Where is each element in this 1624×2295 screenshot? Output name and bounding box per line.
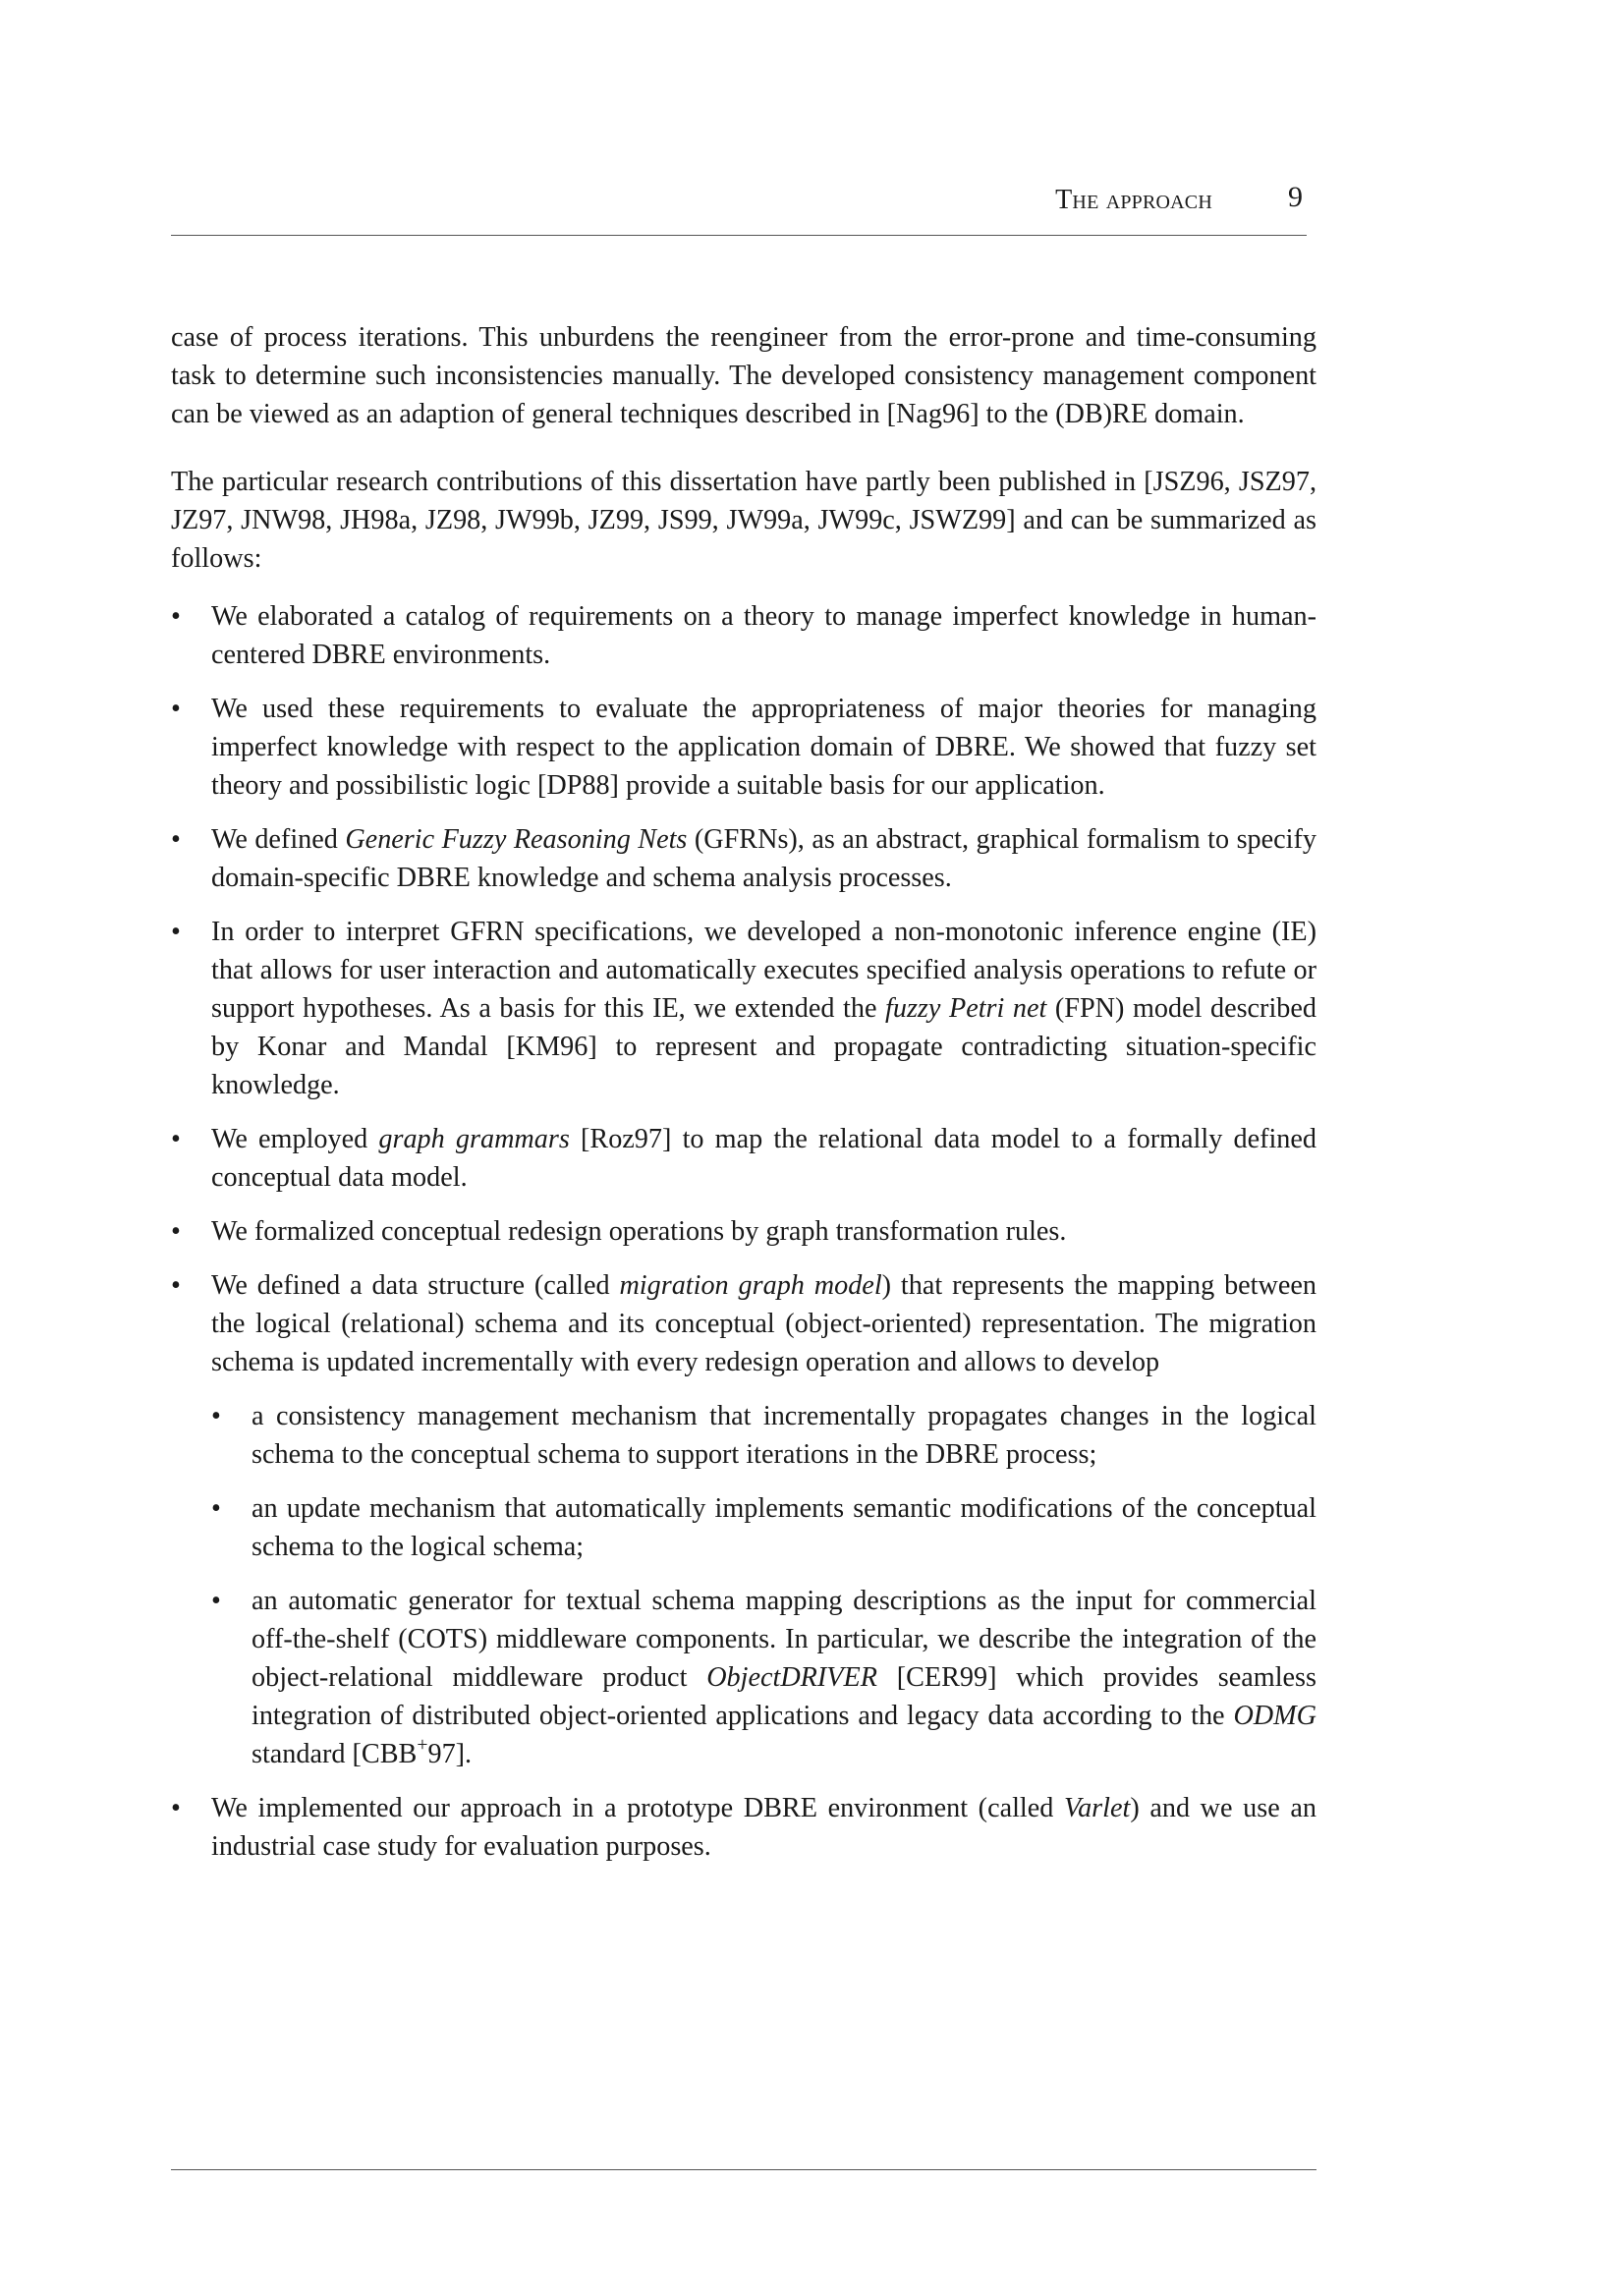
list-item-text: We elaborated a catalog of requirements on a theory to manage imperfect knowledge in human-centered DBRE environments. bbox=[211, 601, 1316, 670]
citation-end: 97]. bbox=[427, 1739, 473, 1769]
list-item-text: We used these requirements to evaluate the appropriateness of major theories for managing imperfect knowledge with respect to the application domain of DBRE. We showed that fuzzy set theory and possibilistic logic [DP88] provide a suitable basis for our application. bbox=[211, 694, 1316, 801]
bullet-icon: • bbox=[171, 1124, 181, 1154]
citation-text: standard [CBB bbox=[252, 1739, 418, 1769]
bullet-icon: • bbox=[211, 1586, 221, 1616]
page-number: 9 bbox=[1288, 181, 1303, 213]
list-item bbox=[171, 597, 1316, 674]
list-item-text-before: We defined bbox=[211, 824, 346, 855]
list-item-text-before: We defined a data structure (called bbox=[211, 1270, 620, 1301]
list-item bbox=[171, 913, 1316, 1104]
body-text bbox=[171, 318, 1316, 1881]
list-item bbox=[171, 1212, 1316, 1251]
sub-list-item bbox=[211, 1397, 1316, 1474]
bullet-icon: • bbox=[171, 601, 181, 632]
list-item-text: We formalized conceptual redesign operations by graph transformation rules. bbox=[211, 1216, 1067, 1247]
list-item-text-after: (GFRNs), as an abstract, graphical formalism to specify domain-specific DBRE knowledge and schema analysis processes. bbox=[211, 824, 1316, 893]
sub-list-item bbox=[211, 1489, 1316, 1566]
paragraph-contributions-intro: The particular research contributions of this dissertation have partly been published in [JSZ96, JSZ97, JZ97, JNW98, JH98a, JZ98, JW99b, JZ99, JS99, JW99a, JW99c, JSWZ99] and can be summarized as follows: bbox=[171, 467, 1316, 574]
sub-list-item-text: a consistency management mechanism that incrementally propagates changes in the logical schema to the conceptual schema to support iterations in the DBRE process; bbox=[252, 1401, 1316, 1470]
list-item bbox=[171, 1120, 1316, 1197]
bullet-icon: • bbox=[171, 1793, 181, 1823]
running-header-title: The approach bbox=[1055, 185, 1212, 215]
bullet-icon: • bbox=[171, 694, 181, 724]
citation-superscript: + bbox=[417, 1733, 428, 1756]
sub-list bbox=[211, 1397, 1316, 1773]
term-gfrn: Generic Fuzzy Reasoning Nets bbox=[345, 824, 688, 855]
sub-list-item bbox=[211, 1582, 1316, 1773]
list-item-text-before: In order to interpret GFRN specifications, we developed a non-monotonic inference engine (IE) that allows for user interaction and automatically executes specified analysis operations to refute or support hypotheses. As a basis for this IE, we extended the bbox=[211, 917, 1316, 1024]
bullet-icon: • bbox=[211, 1401, 221, 1431]
sub-list-item-text-before: an automatic generator for textual schema mapping descriptions as the input for commercial off-the-shelf (COTS) middleware components. In particular, we describe the integration of the object-relational middleware product bbox=[252, 1586, 1316, 1693]
footer-rule bbox=[171, 2169, 1316, 2170]
list-item-text-before: We employed bbox=[211, 1124, 379, 1154]
term-objectdriver: ObjectDRIVER bbox=[706, 1662, 877, 1693]
term-migration-graph-model: migration graph model bbox=[619, 1270, 882, 1301]
running-header bbox=[171, 181, 1307, 236]
list-item-text-before: We implemented our approach in a prototype DBRE environment (called bbox=[211, 1793, 1064, 1823]
paragraph-continuation: case of process iterations. This unburdens the reengineer from the error-prone and time-consuming task to determine such inconsistencies manually. The developed consistency management component can be viewed as an adaption of general techniques described in [Nag96] to the (DB)RE domain. bbox=[171, 322, 1316, 429]
term-varlet: Varlet bbox=[1063, 1793, 1131, 1823]
list-item bbox=[171, 820, 1316, 897]
list-item-text-after: ) and we use an industrial case study for evaluation purposes. bbox=[211, 1793, 1316, 1862]
list-item-text-after: ) that represents the mapping between the logical (relational) schema and its conceptual (object-oriented) representation. The migration schema is updated incrementally with every redesign operation and allows to develop bbox=[211, 1270, 1316, 1377]
sub-list-item-text-middle: [CER99] which provides seamless integration of distributed object-oriented applications and legacy data according to the bbox=[252, 1662, 1316, 1731]
term-odmg: ODMG bbox=[1233, 1701, 1316, 1731]
list-item-text-after: (FPN) model described by Konar and Mandal [KM96] to represent and propagate contradicting situation-specific knowledge. bbox=[211, 993, 1316, 1100]
sub-list-item-text: an update mechanism that automatically implements semantic modifications of the conceptual schema to the logical schema; bbox=[252, 1493, 1316, 1562]
list-item-text-after: [Roz97] to map the relational data model to a formally defined conceptual data model. bbox=[211, 1124, 1316, 1193]
bullet-icon: • bbox=[171, 1270, 181, 1301]
term-graph-grammars: graph grammars bbox=[378, 1124, 570, 1154]
list-item bbox=[171, 1789, 1316, 1866]
list-item bbox=[171, 690, 1316, 805]
bullet-icon: • bbox=[171, 1216, 181, 1247]
list-item bbox=[171, 1266, 1316, 1773]
bullet-icon: • bbox=[211, 1493, 221, 1524]
term-fuzzy-petri-net: fuzzy Petri net bbox=[885, 993, 1047, 1024]
contributions-list bbox=[171, 597, 1316, 1866]
bullet-icon: • bbox=[171, 917, 181, 947]
bullet-icon: • bbox=[171, 824, 181, 855]
